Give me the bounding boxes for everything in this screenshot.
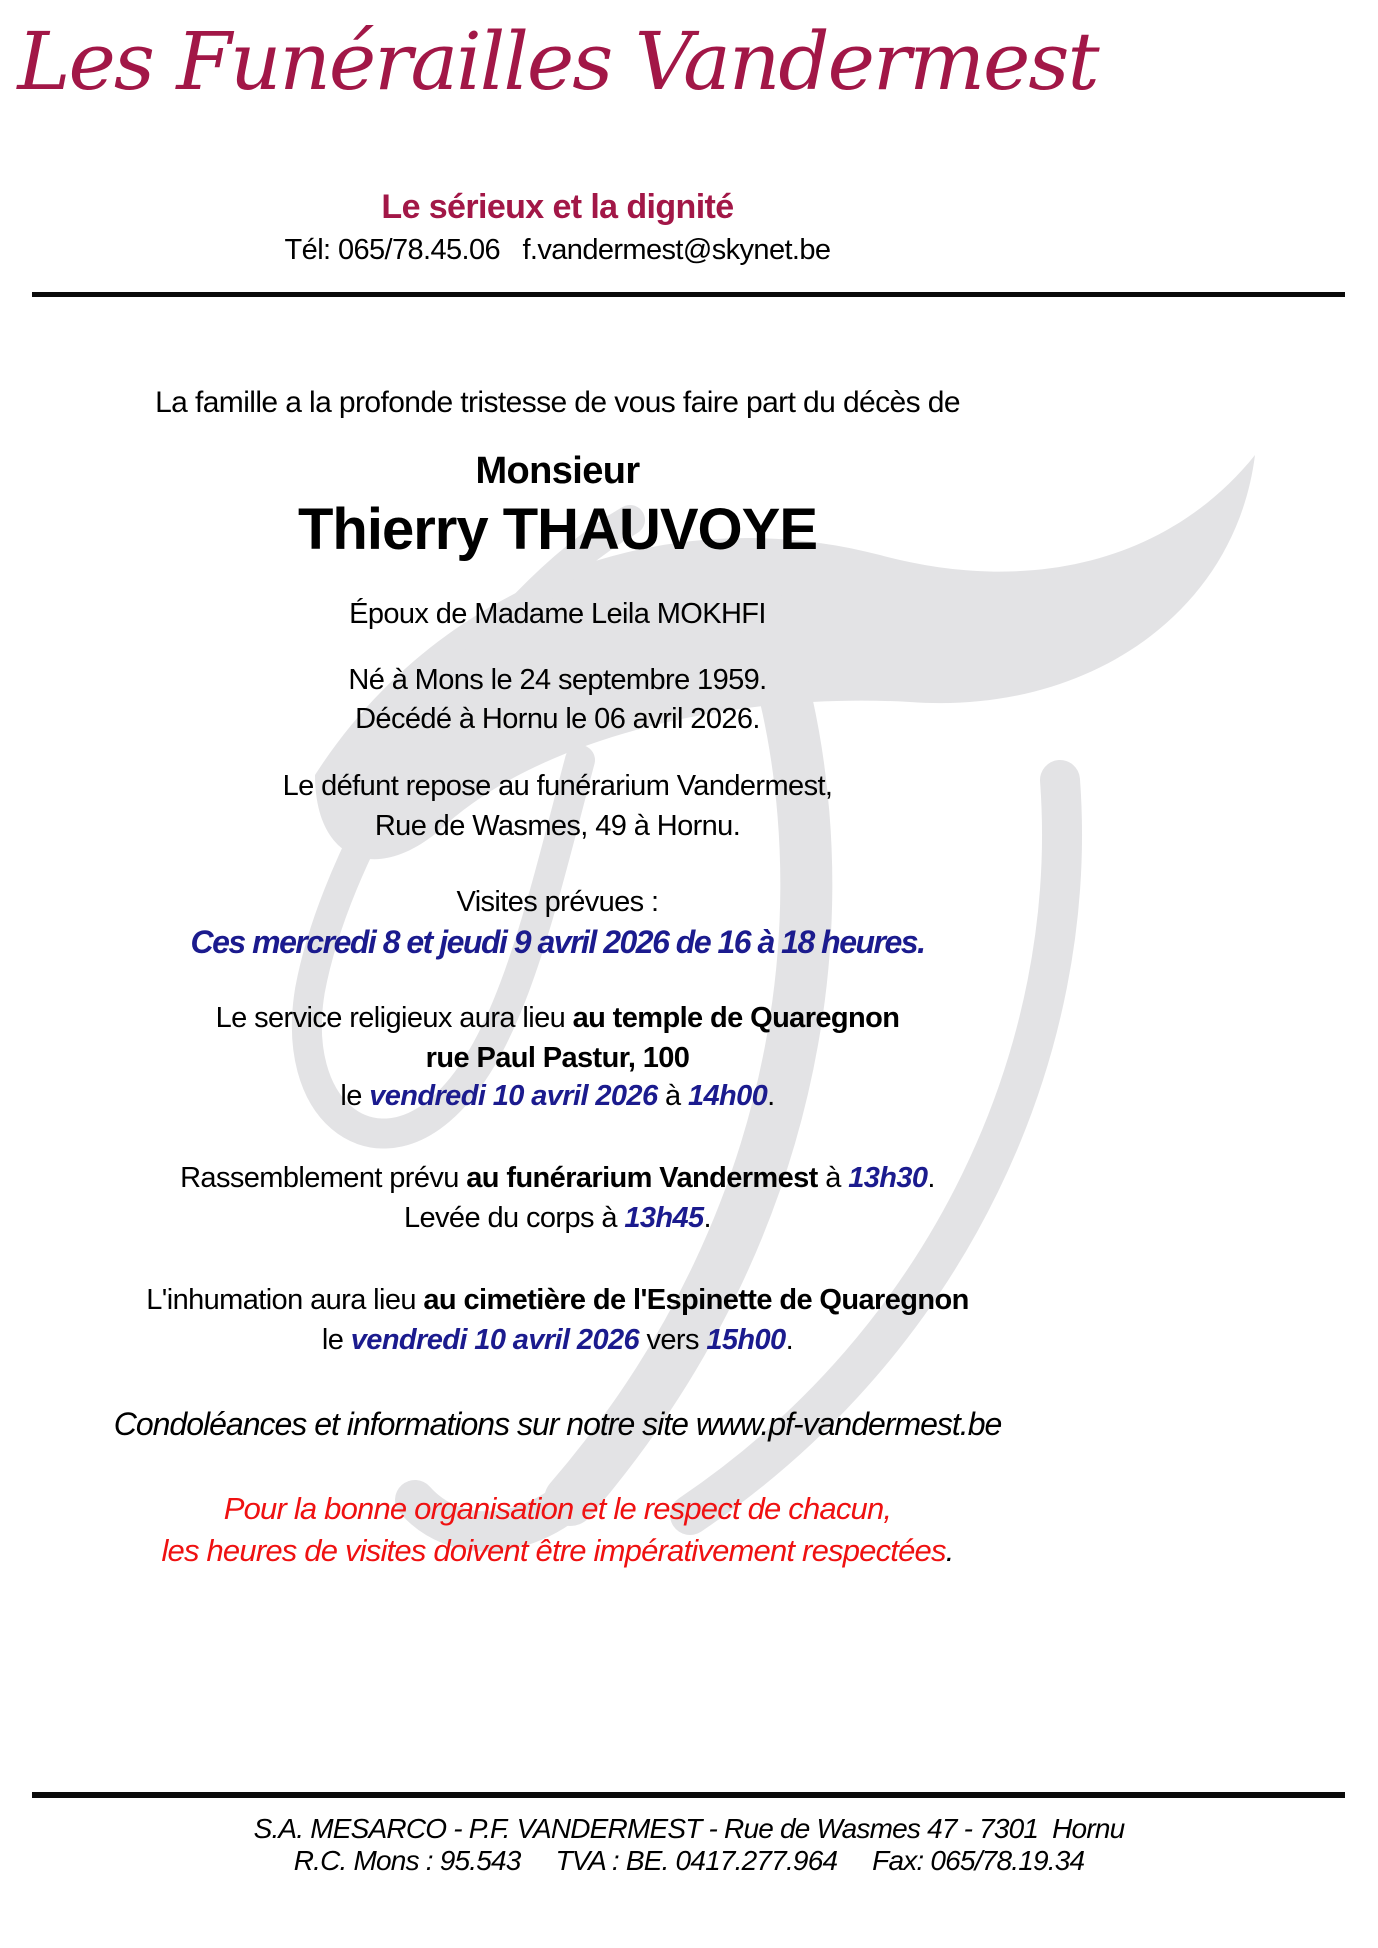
repose-line-2: Rue de Wasmes, 49 à Hornu.	[374, 810, 741, 842]
deceased-name: Thierry THAUVOYE	[298, 497, 817, 562]
gathering-place-text: au funérarium Vandermest	[466, 1162, 818, 1194]
service-place-text: au temple de Quaregnon	[572, 1002, 900, 1034]
condolences-line: Condoléances et informations sur notre site www.pf-vandermest.be	[113, 1406, 1002, 1442]
burial-date-prefix: le	[321, 1324, 351, 1356]
gathering-line	[0, 1160, 1115, 1196]
brand-title: Les Funérailles Vandermest	[17, 15, 1098, 108]
visiting-notice-line-2	[0, 1532, 1115, 1571]
footer-registration-line: R.C. Mons : 95.543 TVA : BE. 0417.277.964 Fax: 065/78.19.34	[293, 1845, 1085, 1876]
burial-place-text: au cimetière de l'Espinette de Quaregnon	[423, 1284, 969, 1316]
spouse-line: Époux de Madame Leila MOKHFI	[349, 598, 766, 630]
gathering-line-period: .	[927, 1162, 935, 1194]
gathering-time-text: 13h30	[848, 1162, 928, 1194]
service-line-period: .	[767, 1080, 775, 1112]
service-date-prefix: le	[340, 1080, 370, 1112]
gathering-time-prefix: à	[817, 1162, 849, 1194]
burial-line-1	[0, 1282, 1115, 1318]
visits-schedule: Ces mercredi 8 et jeudi 9 avril 2026 de 16 à 18 heures.	[190, 924, 925, 960]
intro-line: La famille a la profonde tristesse de vous faire part du décès de	[155, 386, 960, 419]
visiting-notice-period: .	[945, 1533, 954, 1568]
service-date-text: vendredi 10 avril 2026	[369, 1080, 658, 1112]
levee-line	[0, 1200, 1115, 1236]
service-time-prefix: à	[657, 1080, 688, 1112]
visits-label: Visites prévues :	[456, 886, 659, 918]
service-time-text: 14h00	[687, 1080, 768, 1112]
contact-line: Tél: 065/78.45.06 f.vandermest@skynet.be	[284, 234, 831, 266]
levee-line-period: .	[703, 1202, 712, 1234]
burial-line-period: .	[785, 1324, 794, 1356]
brand-tagline: Le sérieux et la dignité	[381, 188, 734, 226]
footer-divider	[32, 1792, 1345, 1798]
service-pre-text: Le service religieux aura lieu	[215, 1002, 573, 1034]
burial-time-prefix: vers	[639, 1324, 707, 1356]
death-line: Décédé à Hornu le 06 avril 2026.	[355, 703, 760, 735]
repose-line-1: Le défunt repose au funérarium Vandermest,	[282, 770, 833, 802]
gathering-pre-text: Rassemblement prévu	[180, 1162, 467, 1194]
burial-pre-text: L'inhumation aura lieu	[146, 1284, 424, 1316]
service-line-1	[0, 1000, 1115, 1036]
visiting-notice-line-1: Pour la bonne organisation et le respect de chacun,	[223, 1491, 892, 1526]
burial-time-text: 15h00	[706, 1324, 786, 1356]
levee-time-text: 13h45	[624, 1202, 704, 1234]
burial-datetime-line	[0, 1322, 1115, 1358]
civility-line: Monsieur	[475, 450, 640, 492]
footer-company-line: S.A. MESARCO - P.F. VANDERMEST - Rue de Wasmes 47 - 7301 Hornu	[253, 1813, 1125, 1844]
header-divider	[32, 292, 1345, 297]
birth-line: Né à Mons le 24 septembre 1959.	[348, 664, 767, 696]
levee-pre-text: Levée du corps à	[403, 1202, 625, 1234]
service-datetime-line	[0, 1078, 1115, 1114]
visiting-notice-text: les heures de visites doivent être impérativement respectées	[161, 1533, 946, 1568]
service-street-line: rue Paul Pastur, 100	[425, 1042, 690, 1074]
burial-date-text: vendredi 10 avril 2026	[350, 1324, 640, 1356]
